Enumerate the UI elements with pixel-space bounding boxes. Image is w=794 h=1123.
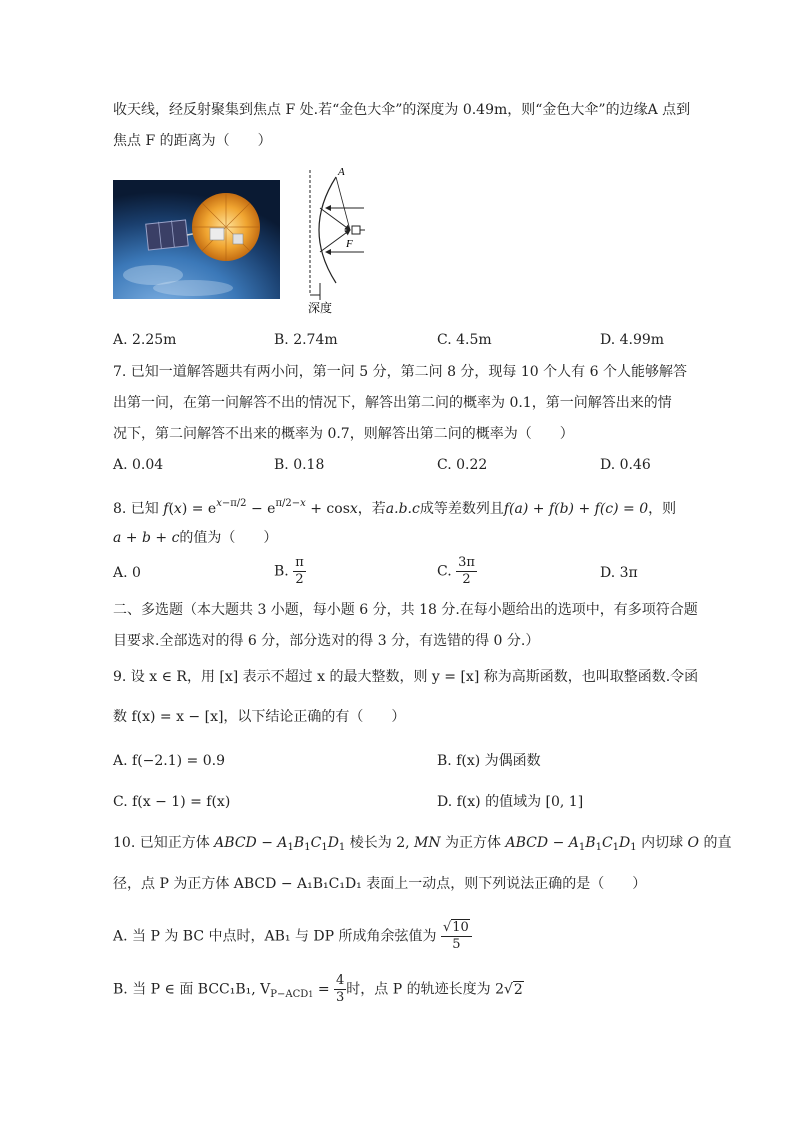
- q6-option-b: B. 2.74m: [274, 332, 338, 348]
- section2-line-2: 目要求.全部选对的得 6 分，部分选对的得 3 分，有选错的得 0 分.）: [113, 633, 540, 649]
- q8-vars: a.b.c: [385, 501, 420, 517]
- q10-option-a-fraction: $\frac{√10}{5}$: [441, 920, 472, 953]
- q8-b-num: π: [295, 555, 304, 570]
- q8-prefix: 8. 已知: [113, 501, 159, 517]
- q8-mid: ，若: [357, 501, 386, 517]
- q8-option-c-fraction: [456, 555, 477, 588]
- q10-b-den: 3: [336, 990, 345, 1005]
- q10-option-b: B. 当 P ∈ 面 BCC₁B₁, $V_{P-ACD1}$ = $\frac{4}{3}$ 时，点 P 的轨迹长度为 2√2: [113, 973, 523, 1005]
- q10-option-a-text: A. 当 P 为 BC 中点时，AB₁ 与 DP 所成角余弦值为: [113, 928, 437, 945]
- q6-line-1: 收天线，经反射聚集到焦点 F 处.若“金色大伞”的深度为 0.49m，则“金色大伞”的边缘A 点到: [113, 102, 691, 118]
- antenna-diagram: [300, 165, 365, 315]
- q7-option-d: D. 0.46: [600, 457, 651, 473]
- q7-option-c: C. 0.22: [437, 457, 488, 473]
- q8-line2-text: 的值为（ ）: [179, 530, 278, 546]
- q8-function-formula: f: [163, 501, 169, 517]
- q7-line-3: 况下，第二问解答不出来的概率为 0.7，则解答出第二问的概率为（ ）: [113, 426, 574, 442]
- q10-b-sqrt: 2: [513, 981, 523, 998]
- q8-sum-expression: a + b + c: [113, 530, 180, 546]
- q8-option-a: A. 0: [113, 565, 141, 581]
- q8-option-b: [274, 555, 306, 588]
- q8-equation: f(a) + f(b) + f(c) = 0: [503, 501, 649, 517]
- q7-option-a: A. 0.04: [113, 457, 164, 473]
- q8-option-d: D. 3π: [600, 565, 638, 581]
- section2-line-1: 二、多选题（本大题共 3 小题，每小题 6 分，共 18 分.在每小题给出的选项中，有多项符合题: [113, 602, 698, 618]
- q9-line-2: 数 f(x) = x − [x]，以下结论正确的有（ ）: [113, 709, 406, 725]
- q8-option-b-fraction: [293, 555, 306, 588]
- q8-line-2: [113, 528, 277, 548]
- q10-a-den: 5: [452, 937, 461, 952]
- q10-option-b-text1: B. 当 P ∈ 面 BCC₁B₁, V: [113, 981, 271, 998]
- label-f: F: [346, 238, 353, 250]
- q8-option-b-label: B.: [274, 563, 289, 580]
- q10-line-1: 10. 已知正方体 ABCD − $A_1B_1C_1D_1$ 棱长为 2, MN 为正方体 ABCD − $A_1B_1C_1D_1$ 内切球 O 的直: [113, 835, 732, 853]
- q6-option-d: D. 4.99m: [600, 332, 665, 348]
- q6-line-2: 焦点 F 的距离为（ ）: [113, 133, 272, 149]
- q9-option-b: B. f(x) 为偶函数: [437, 753, 541, 769]
- q8-mid2: 成等差数列且: [419, 501, 504, 517]
- q6-option-c: C. 4.5m: [437, 332, 492, 348]
- q10-line-2: 径，点 P 为正方体 ABCD − A₁B₁C₁D₁ 表面上一动点，则下列说法正确的是（ ）: [113, 876, 647, 892]
- q6-option-a: A. 2.25m: [113, 332, 177, 348]
- parabola-curve: [319, 177, 336, 283]
- q9-option-d: D. f(x) 的值域为 [0, 1]: [437, 794, 584, 810]
- q8-c-num: 3π: [458, 555, 475, 570]
- q8-option-c: [437, 555, 477, 588]
- satellite-image: [113, 180, 280, 299]
- receiver-icon: [352, 226, 360, 234]
- q10-option-a: [113, 920, 472, 953]
- q7-line-2: 出第一问，在第一问解答不出的情况下，解答出第二问的概率为 0.1，第一问解答出来的情: [113, 395, 672, 411]
- q10-option-b-fraction: [334, 973, 346, 1006]
- q10-option-b-eq: =: [313, 981, 335, 998]
- q10-option-b-text3: 时，点 P 的轨迹长度为 2: [346, 981, 504, 998]
- q9-line-1: 9. 设 x ∈ R，用 [x] 表示不超过 x 的最大整数，则 y = [x] 称为高斯函数，也叫取整函数.令函: [113, 669, 699, 685]
- q8-option-c-label: C.: [437, 563, 452, 580]
- q7-option-b: B. 0.18: [274, 457, 325, 473]
- q9-option-c: C. f(x − 1) = f(x): [113, 794, 231, 810]
- q8-b-den: 2: [295, 572, 304, 587]
- satellite-photo: [113, 180, 280, 299]
- label-a: A: [338, 166, 345, 178]
- q8-line-1: 8. 已知 $f(x) = e^{x-\pi/2} - e^{\pi/2-x} + \cos x$，若a.b.c成等差数列且f(a) + f(b) + f(c) = 0，则: [113, 498, 677, 517]
- q7-line-1: 7. 已知一道解答题共有两小问，第一问 5 分，第二问 8 分，现每 10 个人有 6 个人能够解答: [113, 364, 687, 380]
- q8-suffix: ，则: [648, 501, 677, 517]
- q10-a-sqrt: 10: [452, 920, 469, 935]
- q8-c-den: 2: [462, 572, 471, 587]
- q9-option-a: A. f(−2.1) = 0.9: [113, 753, 226, 769]
- q10-b-num: 4: [336, 973, 345, 988]
- label-depth: 深度: [308, 301, 333, 315]
